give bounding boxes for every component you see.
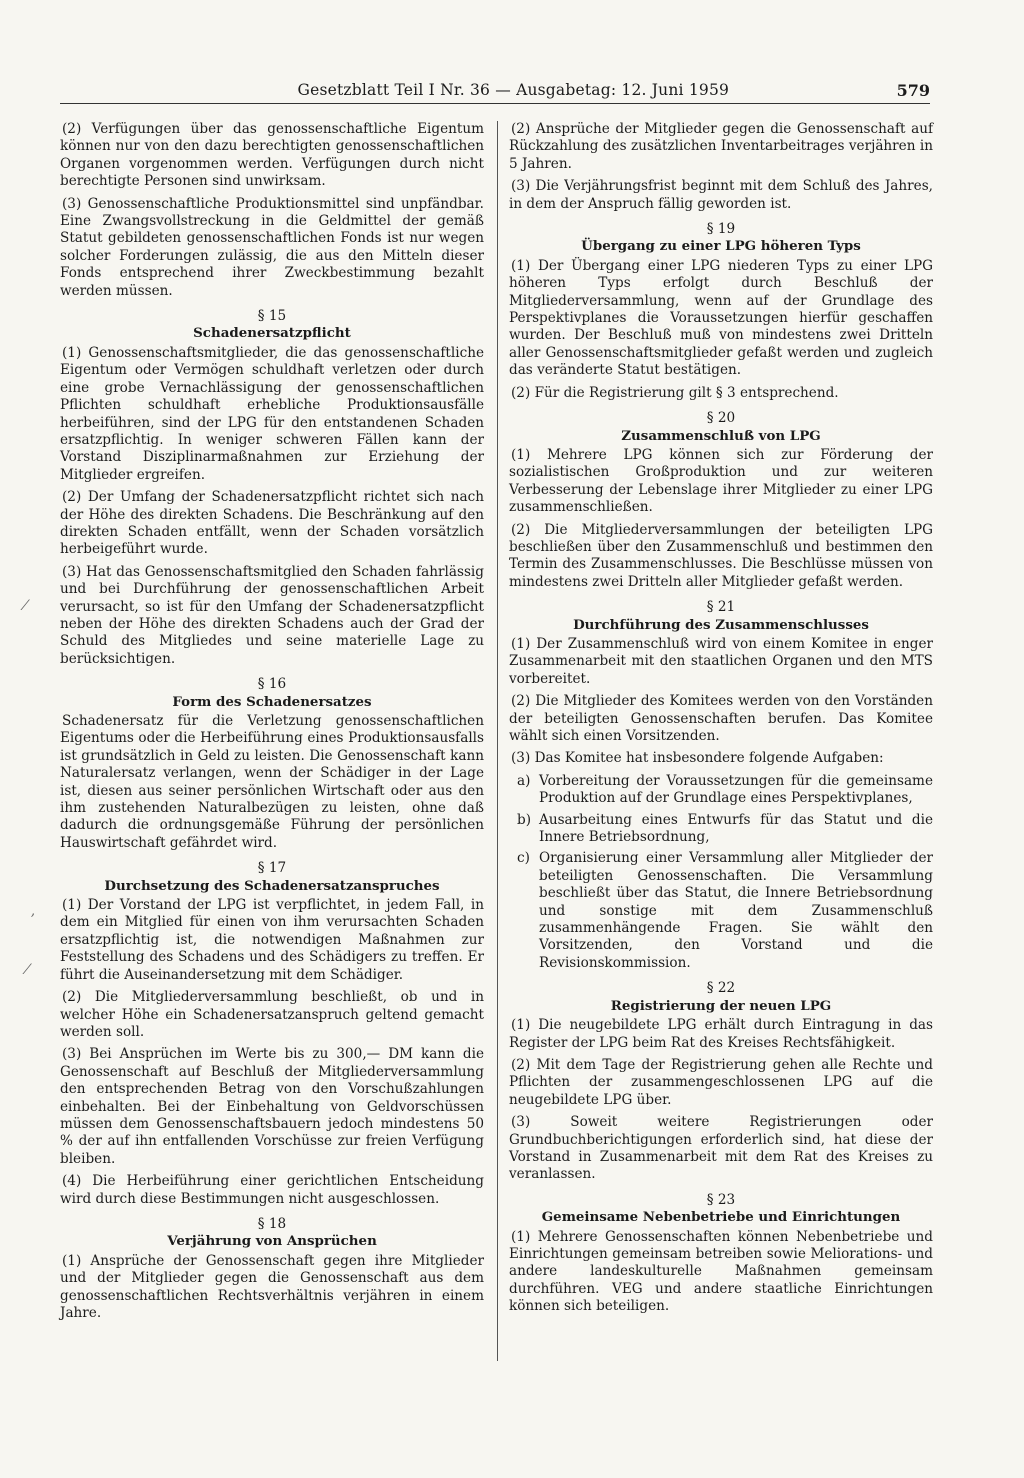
- section-number: § 20: [706, 410, 736, 427]
- section-number: § 23: [706, 1191, 736, 1208]
- paragraph: (2) Die Mitgliederversammlung beschließt, ob und in welcher Höhe ein Schadenersatzanspruch geltend gemacht werden soll.: [60, 989, 484, 1040]
- paragraph: (3) Das Komitee hat insbesondere folgende Aufgaben:: [511, 750, 884, 767]
- margin-mark: ⁄: [24, 598, 27, 614]
- page-header: [130, 78, 930, 102]
- list-text: Organisierung einer Versammlung aller Mitglieder der beteiligten Genossenschaften. Die Versammlung beschließt über das Statut, die Innere Betriebsordnung und sonstige mit dem Zusammenschluß zusammenhängende Fragen. Sie wählt den Vorsitzenden, den Vorstand und die Revisionskommission.: [539, 850, 933, 971]
- paragraph: (3) Bei Ansprüchen im Werte bis zu 300,— DM kann die Genossenschaft auf Beschluß der Mitgliederversammlung den entsprechenden Betrag von den Vorschußzahlungen einbehalten. Bei der Einbehaltung von Geldvorschüssen müssen dem Genossenschaftsbauern jedoch mindestens 50 % der auf ihn entfallenden Vorschüsse zur freien Verfügung bleiben.: [60, 1046, 484, 1167]
- section-number: § 17: [257, 860, 287, 877]
- list-label: b): [517, 811, 532, 828]
- paragraph: (1) Der Übergang einer LPG niederen Typs zu einer LPG höheren Typs erfolgt durch Beschluß der Mitgliederversammlung, wenn auf der Grundlage des Perspektivplanes die Voraussetzungen hierfür geschaffen wurden. Der Beschluß muß von mindestens zwei Dritteln aller Genossenschaftsmitglieder gefaßt werden und zugleich das veränderte Statut bestätigen.: [509, 257, 933, 379]
- margin-mark: ⁄: [26, 962, 29, 978]
- section-number: § 21: [706, 599, 736, 616]
- paragraph: (2) Der Umfang der Schadenersatzpflicht richtet sich nach der Höhe des direkten Schadens. Die Beschränkung auf den direkten Schaden entfällt, wenn der Schaden vorsätzlich herbeigeführt wurde.: [60, 489, 484, 558]
- paragraph: (1) Ansprüche der Genossenschaft gegen ihre Mitglieder und der Mitglieder gegen die Genossenschaft aus dem genossenschaftlichen Rechtsverhältnis verjähren in einem Jahre.: [60, 1252, 484, 1321]
- paragraph: (2) Verfügungen über das genossenschaftliche Eigentum können nur von den dazu berechtigten genossenschaftlichen Organen vorgenommen werden. Verfügungen durch nicht berechtigte Personen sind unwirksam.: [60, 121, 484, 190]
- section-title: Gemeinsame Nebenbetriebe und Einrichtungen: [541, 1209, 901, 1226]
- section-title: Durchführung des Zusammenschlusses: [573, 616, 869, 633]
- section-title: Zusammenschluß von LPG: [621, 427, 821, 444]
- paragraph: (4) Die Herbeiführung einer gerichtlichen Entscheidung wird durch diese Bestimmungen nicht ausgeschlossen.: [60, 1173, 484, 1207]
- list-label: a): [517, 772, 531, 789]
- section-number: § 16: [257, 676, 287, 693]
- paragraph: (2) Für die Registrierung gilt § 3 entsprechend.: [511, 384, 839, 401]
- paragraph: (2) Ansprüche der Mitglieder gegen die Genossenschaft auf Rückzahlung des zusätzlichen Inventarbeitrages verjähren in 5 Jahren.: [509, 121, 933, 172]
- list-text: Vorbereitung der Voraussetzungen für die gemeinsame Produktion auf der Grundlage eines Perspektivplanes,: [539, 772, 933, 807]
- section-title: Registrierung der neuen LPG: [610, 997, 832, 1014]
- paragraph: (2) Mit dem Tage der Registrierung gehen alle Rechte und Pflichten der zusammengeschlossenen LPG auf die neugebildete LPG über.: [509, 1056, 933, 1108]
- header-rule: [60, 103, 930, 104]
- margin-mark: ʼ: [30, 912, 35, 928]
- section-number: § 19: [706, 221, 736, 238]
- section-title: Schadenersatzpflicht: [193, 325, 351, 342]
- page-number: 579: [896, 80, 930, 100]
- paragraph: (3) Hat das Genossenschaftsmitglied den Schaden fahrlässig und bei Durchführung der genossenschaftlichen Arbeit verursacht, so ist für den Umfang der Schadenersatzpflicht neben der Höhe des direkten Schadens auch der Grad der Schuld des Mitgliedes und seine materielle Lage zu berücksichtigen.: [60, 563, 484, 667]
- paragraph: (1) Die neugebildete LPG erhält durch Eintragung in das Register der LPG beim Rat des Kreises Rechtsfähigkeit.: [509, 1017, 933, 1051]
- section-title: Übergang zu einer LPG höheren Typs: [581, 238, 861, 255]
- right-column: [509, 121, 933, 1321]
- paragraph: (1) Der Vorstand der LPG ist verpflichtet, in jedem Fall, in dem ein Mitglied für einen von ihm verursachten Schaden ersatzpflichtig ist, die notwendigen Maßnahmen zur Feststellung des Schadens und des Schädigers zu treffen. Er führt die Auseinandersetzung mit dem Schädiger.: [60, 897, 484, 983]
- list-item: [509, 773, 933, 808]
- section-number: § 15: [257, 308, 287, 325]
- paragraph: (2) Die Mitgliederversammlungen der beteiligten LPG beschließen über den Zusammenschluß und bestimmen den Termin des Zusammenschlusses. Die Beschlüsse müssen von mindestens zwei Dritteln aller Mitglieder gefaßt werden.: [509, 521, 933, 590]
- paragraph: Schadenersatz für die Verletzung genossenschaftlichen Eigentums oder die Herbeiführung eines Produktionsausfalls ist grundsätzlich in Geld zu leisten. Die Genossenschaft kann Naturalersatz verlangen, wenn der Schädiger in der Lage ist, diesen aus seiner persönlichen Wirtschaft oder aus den ihm zustehenden Naturalbezügen zu leisten, ohne daß dadurch die ordnungsgemäße Führung der persönlichen Hauswirtschaft gefährdet wird.: [60, 713, 484, 851]
- list-item: [509, 850, 933, 972]
- paragraph: (1) Mehrere LPG können sich zur Förderung der sozialistischen Großproduktion und zur weiteren Verbesserung der Lebenslage ihrer Mitglieder zu einer LPG zusammenschließen.: [509, 446, 933, 516]
- list-item: [509, 812, 933, 847]
- section-number: § 18: [257, 1215, 287, 1232]
- paragraph: (3) Genossenschaftliche Produktionsmittel sind unpfändbar. Eine Zwangsvollstreckung in die Geldmittel der gemäß Statut gebildeten genossenschaftlichen Fonds ist nur wegen solcher Forderungen zulässig, die aus den Mitteln dieser Fonds entsprechend ihrer Zweckbestimmung bezahlt werden müssen.: [60, 195, 484, 299]
- paragraph: (2) Die Mitglieder des Komitees werden von den Vorständen der beteiligten Genossenschaften berufen. Das Komitee wählt sich einen Vorsitzenden.: [509, 693, 933, 744]
- list-label: c): [517, 850, 530, 867]
- paragraph: (3) Soweit weitere Registrierungen oder Grundbuchberichtigungen erforderlich sind, hat diese der Vorstand in Zusammenarbeit mit dem Rat des Kreises zu veranlassen.: [509, 1114, 933, 1183]
- section-number: § 22: [706, 980, 736, 997]
- list-text: Ausarbeitung eines Entwurfs für das Statut und die Innere Betriebsordnung,: [539, 811, 933, 846]
- column-divider: [497, 121, 498, 1361]
- paragraph: (1) Genossenschaftsmitglieder, die das genossenschaftliche Eigentum oder Vermögen schuldhaft verletzen oder durch eine grobe Vernachlässigung der genossenschaftlichen Pflichten schuldhaft erhebliche Produktionsausfälle herbeiführen, sind der LPG für den entstandenen Schaden ersatzpflichtig. In weniger schweren Fällen kann der Vorstand Disziplinarmaßnahmen zur Erziehung der Mitglieder ergreifen.: [60, 344, 484, 483]
- header-title: Gesetzblatt Teil I Nr. 36 — Ausgabetag: 12. Juni 1959: [297, 81, 730, 99]
- left-column: [60, 121, 484, 1327]
- section-title: Verjährung von Ansprüchen: [167, 1233, 377, 1250]
- paragraph: (1) Der Zusammenschluß wird von einem Komitee in enger Zusammenarbeit mit den staatlichen Organen und den MTS vorbereitet.: [509, 635, 933, 687]
- paragraph: (1) Mehrere Genossenschaften können Nebenbetriebe und Einrichtungen gemeinsam betreiben sowie Meliorations- und andere landeskulturelle Maßnahmen gemeinsam durchführen. VEG und andere staatliche Einrichtungen können sich beteiligen.: [509, 1228, 933, 1315]
- section-title: Form des Schadenersatzes: [172, 693, 372, 710]
- paragraph: (3) Die Verjährungsfrist beginnt mit dem Schluß des Jahres, in dem der Anspruch fällig geworden ist.: [509, 178, 933, 212]
- section-title: Durchsetzung des Schadenersatzanspruches: [104, 877, 440, 894]
